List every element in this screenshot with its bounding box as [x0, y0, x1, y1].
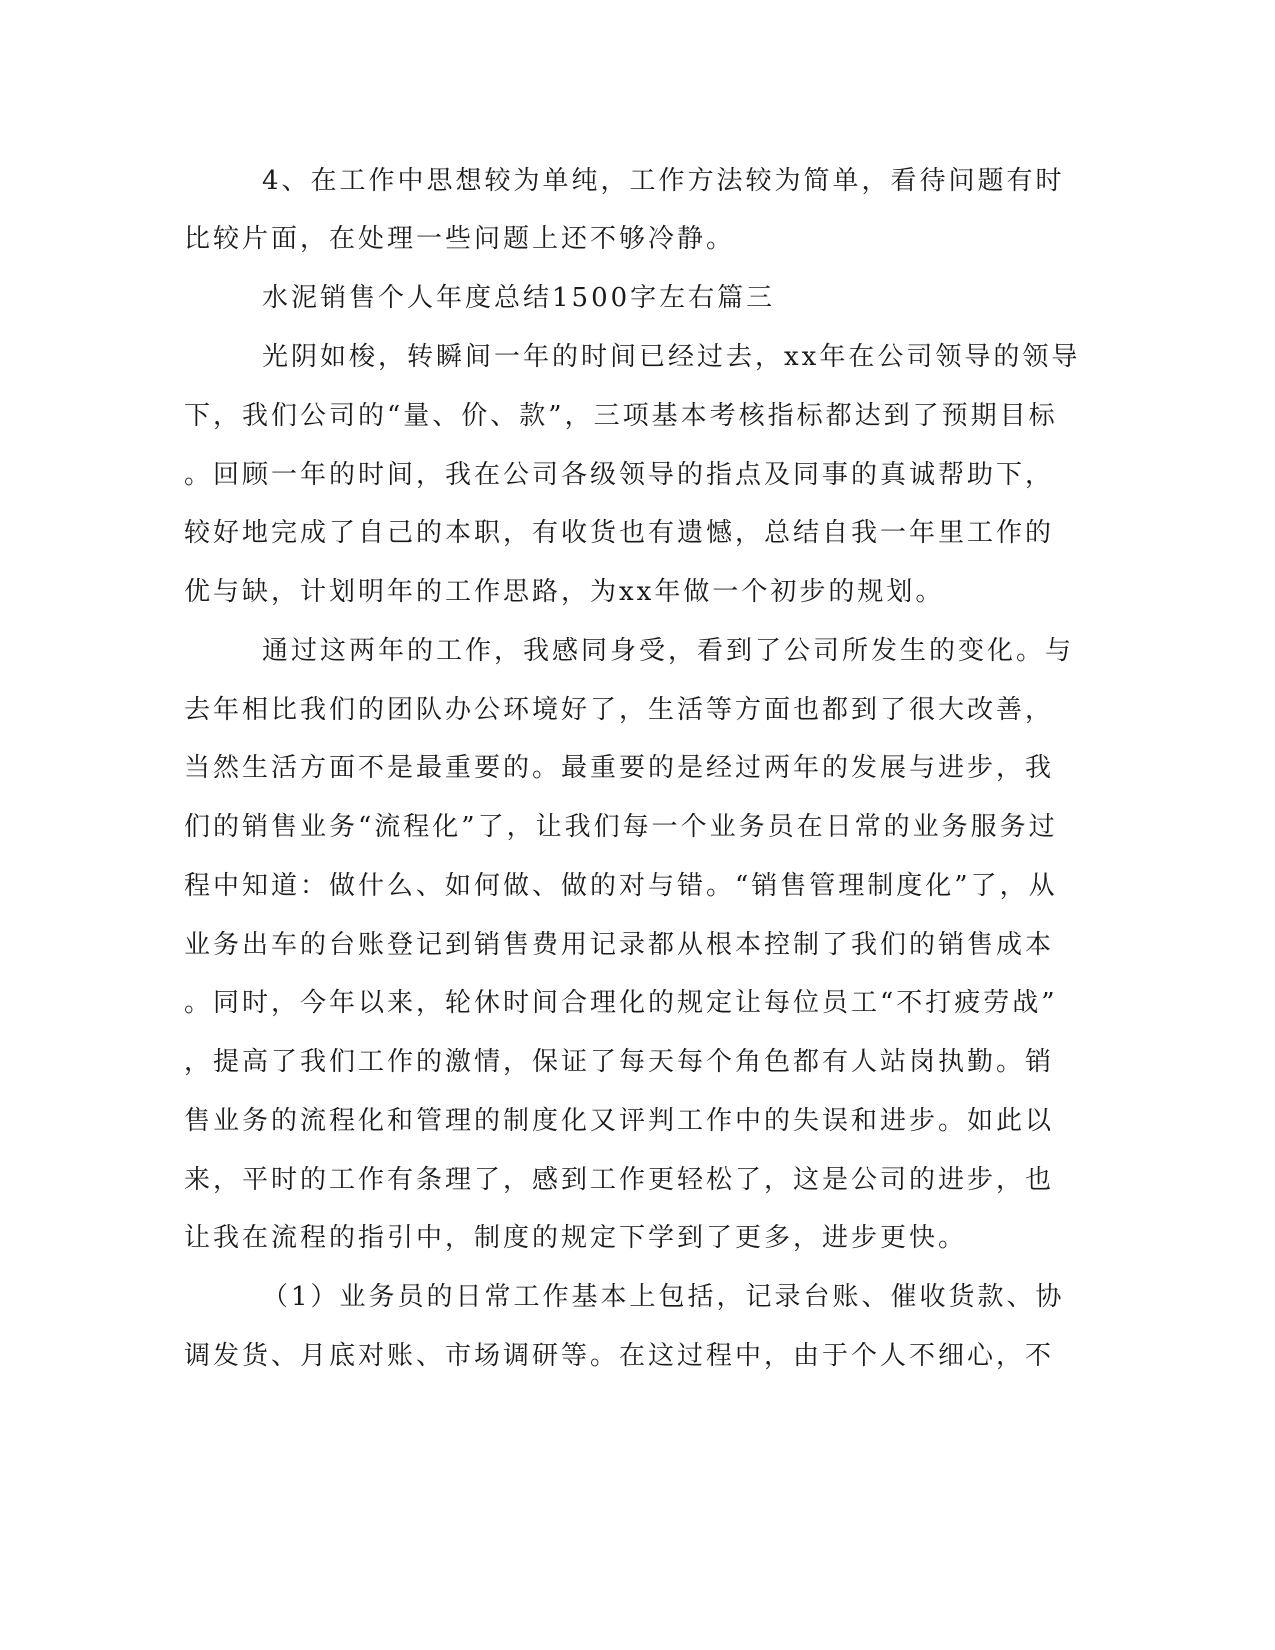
text-line: 较好地完成了自己的本职，有收货也有遗憾，总结自我一年里工作的	[184, 518, 1055, 548]
text-line: 下，我们公司的“量、价、款”，三项基本考核指标都达到了预期目标	[184, 401, 1058, 431]
text-line: 业务出车的台账登记到销售费用记录都从根本控制了我们的销售成本	[184, 930, 1055, 960]
text-line: 让我在流程的指引中，制度的规定下学到了更多，进步更快。	[184, 1223, 968, 1253]
text-line: 们的销售业务“流程化”了，让我们每一个业务员在日常的业务服务过	[184, 812, 1058, 842]
section-heading: 水泥销售个人年度总结1500字左右篇三	[262, 283, 776, 313]
text-line: （1）业务员的日常工作基本上包括，记录台账、催收货款、协	[262, 1282, 1065, 1312]
text-line: ，提高了我们工作的激情，保证了每天每个角色都有人站岗执勤。销	[184, 1047, 1055, 1077]
text-line: 去年相比我们的团队办公环境好了，生活等方面也都到了很大改善，	[184, 695, 1055, 725]
text-line: 优与缺，计划明年的工作思路，为xx年做一个初步的规划。	[184, 577, 945, 607]
text-line: 4、在工作中思想较为单纯，工作方法较为简单，看待问题有时	[262, 166, 1065, 196]
text-line: 程中知道：做什么、如何做、做的对与错。“销售管理制度化”了，从	[184, 871, 1058, 901]
text-line: 通过这两年的工作，我感同身受，看到了公司所发生的变化。与	[262, 636, 1075, 666]
text-line: 来，平时的工作有条理了，感到工作更轻松了，这是公司的进步，也	[184, 1165, 1055, 1195]
text-line: 比较片面，在处理一些问题上还不够冷静。	[184, 224, 736, 254]
text-line: 调发货、月底对账、市场调研等。在这过程中，由于个人不细心，不	[184, 1341, 1055, 1371]
text-line: 售业务的流程化和管理的制度化又评判工作中的失误和进步。如此以	[184, 1106, 1055, 1136]
text-line: 。同时，今年以来，轮休时间合理化的规定让每位员工“不打疲劳战”	[184, 988, 1058, 1018]
text-line: 当然生活方面不是最重要的。最重要的是经过两年的发展与进步，我	[184, 753, 1055, 783]
text-line: 光阴如梭，转瞬间一年的时间已经过去，xx年在公司领导的领导	[262, 342, 1081, 372]
text-line: 。回顾一年的时间，我在公司各级领导的指点及同事的真诚帮助下，	[184, 460, 1055, 490]
